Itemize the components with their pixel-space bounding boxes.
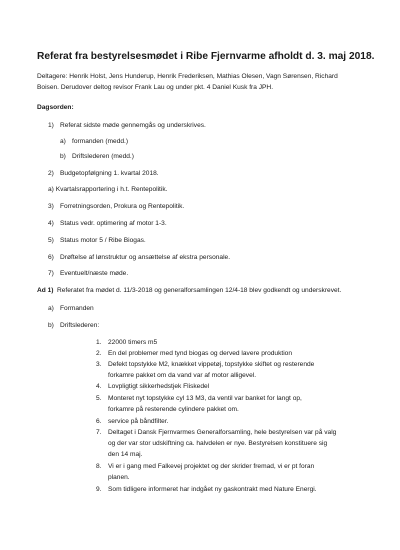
driftsleder-item-5-line-1: Monteret nyt topstykke cyl 13 M3, da ventil var banket for langt op, [108, 395, 302, 402]
driftsleder-item-5-line-2: forkamre på resterende cylindere pakket om. [108, 406, 239, 413]
agenda-item-1b: Driftslederen (medd.) [72, 153, 134, 160]
driftsleder-item-7-number: 7. [96, 429, 102, 436]
agenda-item-1a-number: a) [60, 138, 66, 145]
agenda-item-6-number: 6) [48, 254, 54, 261]
driftsleder-item-4: Lovpligtigt sikkerhedstjek Fliskedel [108, 383, 210, 390]
ad1-label: Ad 1) [37, 287, 54, 294]
driftsleder-item-3-number: 3. [96, 361, 102, 368]
driftsleder-item-7-line-2: og der var stor udskiftning ca. halvdelen er nye. Bestyrelsen konstituere sig [108, 440, 328, 447]
agenda-item-2-number: 2) [48, 170, 54, 177]
agenda-item-4-number: 4) [48, 220, 54, 227]
driftsleder-item-1-number: 1. [96, 339, 102, 346]
driftsleder-item-3-line-2: forkamre pakket om da vand var af motor alligevel. [108, 372, 257, 379]
agenda-item-1: Referat sidste møde gennemgås og underskrives. [60, 122, 206, 129]
driftsleder-item-8-line-1: Vi er i gang med Falkevej projektet og der skrider fremad, vi er pt foran [108, 463, 315, 470]
agenda-item-4: Status vedr. optimering af motor 1-3. [60, 220, 167, 227]
ad1-sub-a: Formanden [60, 305, 94, 312]
document-title: Referat fra bestyrelsesmødet i Ribe Fjernvarme afholdt d. 3. maj 2018. [37, 51, 375, 62]
driftsleder-item-6: service på båndfilter. [108, 418, 169, 425]
agenda-item-7: Eventuelt/næste møde. [60, 270, 129, 277]
agenda-item-3-number: 3) [48, 203, 54, 210]
participants-line-1: Deltagere: Henrik Holst, Jens Hunderup, Henrik Frederiksen, Mathias Olesen, Vagn Sørensen, Richard [37, 73, 338, 80]
driftsleder-item-6-number: 6. [96, 418, 102, 425]
driftsleder-item-5-number: 5. [96, 395, 102, 402]
driftsleder-item-9: Som tidligere informeret har indgået ny gaskontrakt med Nature Energi. [108, 486, 317, 493]
agenda-item-1b-number: b) [60, 153, 66, 160]
agenda-heading: Dagsorden: [37, 104, 74, 111]
agenda-item-5-number: 5) [48, 237, 54, 244]
driftsleder-item-8-number: 8. [96, 463, 102, 470]
driftsleder-item-2: En del problemer med tynd biogas og derved lavere produktion [108, 350, 293, 357]
agenda-item-3: Forretningsorden, Prokura og Rentepolitik. [60, 203, 185, 210]
ad1-sub-b: Driftslederen: [60, 322, 100, 329]
participants-line-2: Boisen. Derudover deltog revisor Frank Lau og under pkt. 4 Daniel Kusk fra JPH. [37, 84, 274, 91]
ad1-text: Referatet fra mødet d. 11/3-2018 og generalforsamlingen 12/4-18 blev godkendt og underskrevet. [57, 287, 342, 294]
driftsleder-item-4-number: 4. [96, 383, 102, 390]
driftsleder-item-9-number: 9. [96, 486, 102, 493]
agenda-item-2: Budgetopfølgning 1. kvartal 2018. [60, 170, 159, 177]
agenda-item-5: Status motor 5 / Ribe Biogas. [60, 237, 146, 244]
agenda-item-1a: formanden (medd.) [72, 138, 129, 145]
ad1-sub-a-number: a) [48, 305, 54, 312]
driftsleder-item-7-line-1: Deltaget i Dansk Fjernvarmes Generalforsamling, hele bestyrelsen var på valg [108, 429, 337, 436]
agenda-item-6: Drøftelse af lønstruktur og ansættelse af ekstra personale. [60, 254, 231, 261]
agenda-item-7-number: 7) [48, 270, 54, 277]
driftsleder-item-2-number: 2. [96, 350, 102, 357]
agenda-item-1-number: 1) [48, 122, 54, 129]
ad1-sub-b-number: b) [48, 322, 54, 329]
driftsleder-item-3-line-1: Defekt topstykke M2, knækket vippetøj, topstykke skiftet og resterende [108, 361, 315, 368]
driftsleder-item-1: 22000 timers m5 [108, 339, 158, 346]
driftsleder-item-8-line-2: planen. [108, 474, 130, 481]
driftsleder-item-7-line-3: den 14 maj. [108, 451, 143, 458]
agenda-item-2a: a) Kvartalsrapportering i h.t. Rentepolitik. [48, 186, 168, 193]
